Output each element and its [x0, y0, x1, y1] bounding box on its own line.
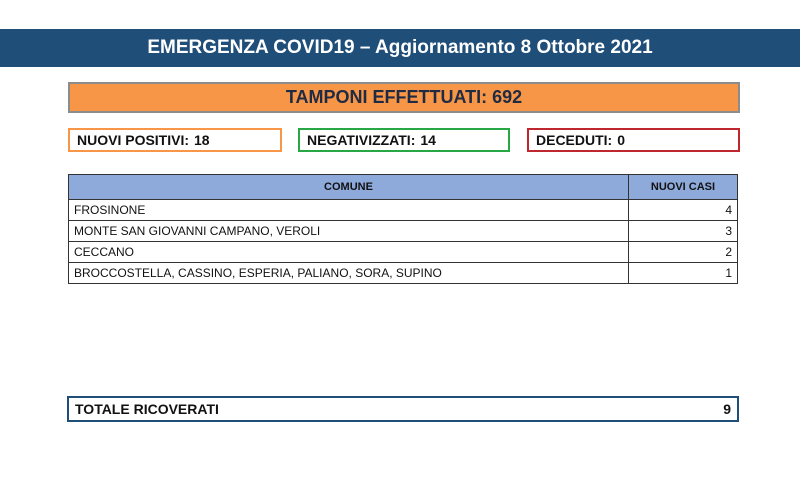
table-row	[69, 263, 738, 284]
negativizzati-label: NEGATIVIZZATI:	[307, 132, 416, 148]
deceduti-box	[527, 128, 740, 152]
page-title	[0, 29, 800, 67]
negativizzati-value: 14	[420, 132, 436, 148]
page-title-text: EMERGENZA COVID19 – Aggiornamento 8 Ottobre 2021	[147, 37, 653, 58]
comune-cell: FROSINONE	[69, 200, 629, 221]
nuovi-positivi-box	[68, 128, 282, 152]
nuovi-positivi-value: 18	[194, 132, 210, 148]
comune-cell: CECCANO	[69, 242, 629, 263]
totale-ricoverati-label: TOTALE RICOVERATI	[75, 401, 219, 417]
tamponi-label: TAMPONI EFFETTUATI:	[285, 87, 488, 107]
comune-cell: BROCCOSTELLA, CASSINO, ESPERIA, PALIANO, SORA, SUPINO	[69, 263, 629, 284]
table-row	[69, 242, 738, 263]
header-nuovi-casi: NUOVI CASI	[629, 175, 738, 200]
totale-ricoverati-value: 9	[723, 401, 731, 417]
casi-cell: 1	[629, 263, 738, 284]
tamponi-box	[68, 82, 740, 113]
table-row	[69, 221, 738, 242]
casi-cell: 4	[629, 200, 738, 221]
deceduti-value: 0	[617, 132, 626, 148]
nuovi-positivi-label: NUOVI POSITIVI:	[77, 132, 190, 148]
comuni-table	[68, 174, 738, 284]
casi-cell: 3	[629, 221, 738, 242]
tamponi-value: 692	[492, 87, 523, 107]
table-header-row	[69, 175, 738, 200]
negativizzati-box	[298, 128, 510, 152]
totale-ricoverati-box	[67, 396, 739, 422]
casi-cell: 2	[629, 242, 738, 263]
table-row	[69, 200, 738, 221]
header-comune: COMUNE	[69, 175, 629, 200]
comune-cell: MONTE SAN GIOVANNI CAMPANO, VEROLI	[69, 221, 629, 242]
deceduti-label: DECEDUTI:	[536, 132, 613, 148]
